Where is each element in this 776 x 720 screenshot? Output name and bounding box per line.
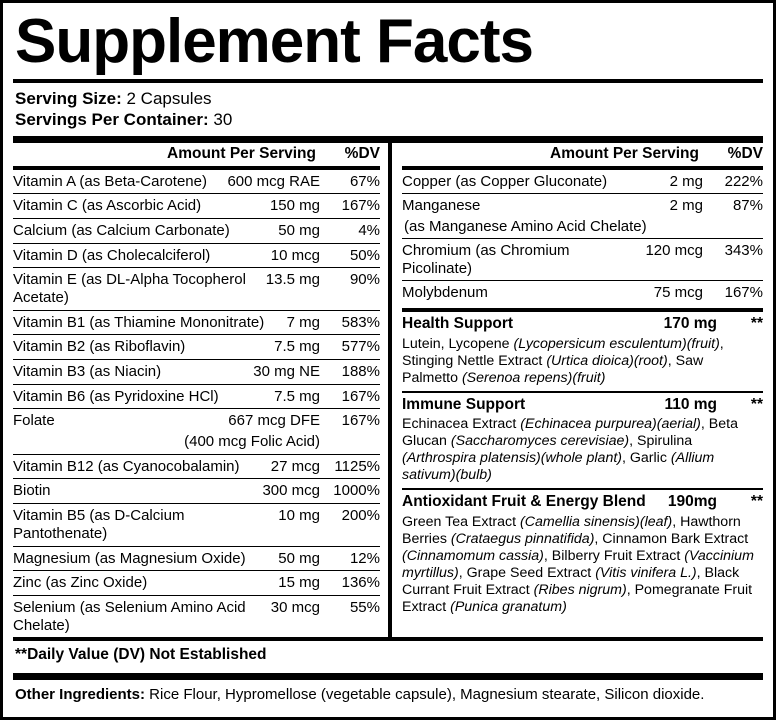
nutrient-dv: 4% xyxy=(358,221,380,239)
blend-amount: 170 mg xyxy=(663,314,717,332)
facts-columns xyxy=(13,143,763,638)
nutrient-dv: 577% xyxy=(341,338,380,356)
nutrient-amount: 15 mg xyxy=(278,574,320,592)
nutrient-amount: 2 mg xyxy=(669,197,703,215)
nutrient-dv: 167% xyxy=(341,412,380,430)
divider-above-other-ingredients xyxy=(13,673,763,680)
nutrient-name: Biotin xyxy=(13,482,51,500)
nutrient-dv: 167% xyxy=(341,197,380,215)
nutrient-name: Selenium (as Selenium Amino Acid Chelate) xyxy=(13,598,246,634)
daily-value-footnote: **Daily Value (DV) Not Established xyxy=(15,646,267,664)
nutrient-amount: 27 mcg xyxy=(270,457,320,475)
nutrient-dv: 583% xyxy=(341,313,380,331)
table-row xyxy=(13,478,380,503)
nutrient-amount: 13.5 mg xyxy=(265,271,320,289)
blend-dv: ** xyxy=(750,395,763,413)
table-row xyxy=(402,280,763,305)
nutrient-name: Vitamin B5 (as D-Calcium Pantothenate) xyxy=(13,507,185,542)
nutrient-dv: 67% xyxy=(349,172,380,190)
table-row xyxy=(402,170,763,194)
nutrient-name: Vitamin E (as DL-Alpha Tocopherol Acetate) xyxy=(13,271,246,306)
blend-ingredients: Echinacea Extract (Echinacea purpurea)(aerial), Beta Glucan (Saccharomyces cerevisiae), Spirulina (Arthrospira platensis)(whole plant), Garlic (Allium sativum)(bulb) xyxy=(402,416,738,484)
nutrient-dv: 55% xyxy=(349,598,380,616)
table-row xyxy=(13,170,380,194)
right-amount-per-serving-header: Amount Per Serving xyxy=(550,144,699,162)
nutrient-amount: 7.5 mg xyxy=(274,338,320,356)
table-row xyxy=(13,193,380,218)
right-rows xyxy=(402,170,763,305)
nutrient-name: Manganese xyxy=(402,197,481,215)
serving-info xyxy=(15,88,763,131)
nutrient-amount: 150 mg xyxy=(269,197,320,215)
blend-amount: 110 mg xyxy=(664,395,717,413)
nutrient-name: Magnesium (as Magnesium Oxide) xyxy=(13,549,246,567)
nutrient-name: Vitamin B6 (as Pyridoxine HCl) xyxy=(13,387,219,405)
nutrient-dv: 188% xyxy=(341,363,380,380)
table-row xyxy=(13,546,380,571)
blend-header xyxy=(402,312,763,336)
servings-per-container-label: Servings Per Container: xyxy=(15,110,209,130)
nutrient-name: Vitamin B3 (as Niacin) xyxy=(13,363,162,380)
table-row xyxy=(13,408,380,433)
nutrient-dv: 12% xyxy=(349,549,380,567)
nutrient-amount: 30 mg NE xyxy=(253,363,320,380)
serving-size-label: Serving Size: xyxy=(15,89,122,108)
nutrient-amount: 10 mg xyxy=(278,507,320,525)
table-row xyxy=(13,243,380,268)
nutrient-name: Vitamin B2 (as Riboflavin) xyxy=(13,338,186,356)
serving-size-value: 2 Capsules xyxy=(121,89,212,108)
nutrient-dv: 167% xyxy=(341,387,380,405)
nutrient-dv: 222% xyxy=(724,172,763,190)
nutrient-name: Vitamin A (as Beta-Carotene) xyxy=(13,172,207,190)
nutrient-dv: 343% xyxy=(724,241,763,259)
nutrient-amount: 10 mcg xyxy=(270,246,320,264)
table-row xyxy=(13,334,380,359)
blend-antioxidant-fruit-energy xyxy=(402,490,763,620)
nutrient-dv: 1000% xyxy=(333,482,380,500)
nutrient-name: Calcium (as Calcium Carbonate) xyxy=(13,221,230,239)
nutrient-name: Copper (as Copper Gluconate) xyxy=(402,172,608,190)
right-column-header xyxy=(402,143,763,166)
blend-amount: 190mg xyxy=(667,493,717,511)
nutrient-name: Zinc (as Zinc Oxide) xyxy=(13,574,148,592)
nutrient-dv: 167% xyxy=(724,284,763,302)
nutrient-dv: 50% xyxy=(349,246,380,264)
blend-name: Antioxidant Fruit & Energy Blend xyxy=(402,493,646,511)
nutrient-name: Folate xyxy=(13,412,55,430)
table-row xyxy=(13,595,380,637)
right-column xyxy=(388,143,763,638)
nutrient-name: Chromium (as Chromium Picolinate) xyxy=(402,241,570,277)
nutrient-dv: 136% xyxy=(341,574,380,592)
table-row xyxy=(13,310,380,335)
left-column xyxy=(13,143,388,638)
manganese-subnote: (as Manganese Amino Acid Chelate) xyxy=(404,217,647,235)
nutrient-dv: 90% xyxy=(349,271,380,289)
table-row xyxy=(13,218,380,243)
blend-name: Health Support xyxy=(402,314,514,332)
nutrient-dv: 1125% xyxy=(334,457,380,475)
nutrient-name: Vitamin B12 (as Cyanocobalamin) xyxy=(13,457,240,475)
table-row xyxy=(13,454,380,479)
nutrient-amount: 75 mcg xyxy=(653,284,703,302)
nutrient-amount: 50 mg xyxy=(278,221,320,239)
divider-above-table xyxy=(13,136,763,143)
blend-ingredients: Lutein, Lycopene (Lycopersicum esculentum)(fruit), Stinging Nettle Extract (Urtica dioica)(root), Saw Palmetto (Serenoa repens)(fruit) xyxy=(402,335,724,386)
blend-dv: ** xyxy=(750,314,763,332)
left-rows xyxy=(13,170,380,638)
nutrient-amount: 50 mg xyxy=(278,549,320,567)
nutrient-amount: 120 mcg xyxy=(645,241,703,259)
table-row xyxy=(13,570,380,595)
blend-immune-support xyxy=(402,393,763,489)
page-title: Supplement Facts xyxy=(15,7,533,76)
blend-name: Immune Support xyxy=(402,395,526,413)
nutrient-amount: 600 mcg RAE xyxy=(227,172,320,190)
nutrient-dv: 87% xyxy=(732,197,763,215)
other-ingredients xyxy=(13,680,763,704)
table-row xyxy=(13,267,380,309)
nutrient-name: Vitamin D (as Cholecalciferol) xyxy=(13,246,211,264)
nutrient-name: Vitamin B1 (as Thiamine Mononitrate) xyxy=(13,313,265,331)
folate-subnote: (400 mcg Folic Acid) xyxy=(184,433,320,451)
blend-header xyxy=(402,393,763,417)
right-dv-header: %DV xyxy=(727,144,763,162)
blend-health-support xyxy=(402,312,763,391)
table-row xyxy=(13,359,380,384)
table-row xyxy=(402,193,763,218)
servings-per-container-value: 30 xyxy=(208,110,233,130)
nutrient-amount: 300 mcg xyxy=(262,482,320,500)
table-row xyxy=(402,238,763,280)
left-column-header xyxy=(13,143,380,166)
blend-dv: ** xyxy=(750,493,763,511)
divider-under-title xyxy=(13,79,763,83)
left-dv-header: %DV xyxy=(344,144,380,162)
nutrient-name: Vitamin C (as Ascorbic Acid) xyxy=(13,197,202,215)
left-amount-per-serving-header: Amount Per Serving xyxy=(167,144,316,162)
blend-ingredients: Green Tea Extract (Camellia sinensis)(leaf), Hawthorn Berries (Crataegus pinnatifida), Cinnamon Bark Extract (Cinnamomum cassia), Bilberry Fruit Extract (Vaccinium myrtillus), Grape Seed Extract (Vitis vinifera L.), Black Currant Fruit Extract (Ribes nigrum), Pomegranate Fruit Extract (Punica granatum) xyxy=(402,513,754,616)
table-row xyxy=(13,503,380,545)
blend-header xyxy=(402,490,763,514)
nutrient-amount: 2 mg xyxy=(669,172,703,190)
serving-size-line xyxy=(15,88,763,109)
nutrient-amount: 7 mg xyxy=(286,313,320,331)
nutrient-amount: 667 mcg DFE xyxy=(228,412,320,430)
other-ingredients-label: Other Ingredients: xyxy=(15,686,146,704)
nutrient-name: Molybdenum xyxy=(402,284,488,302)
nutrient-amount: 30 mcg xyxy=(270,598,320,616)
servings-per-container-line xyxy=(15,109,763,130)
other-ingredients-value: Rice Flour, Hypromellose (vegetable capsule), Magnesium stearate, Silicon dioxide. xyxy=(145,686,705,704)
nutrient-dv: 200% xyxy=(341,507,380,525)
nutrient-amount: 7.5 mg xyxy=(274,387,320,405)
table-row xyxy=(13,384,380,409)
